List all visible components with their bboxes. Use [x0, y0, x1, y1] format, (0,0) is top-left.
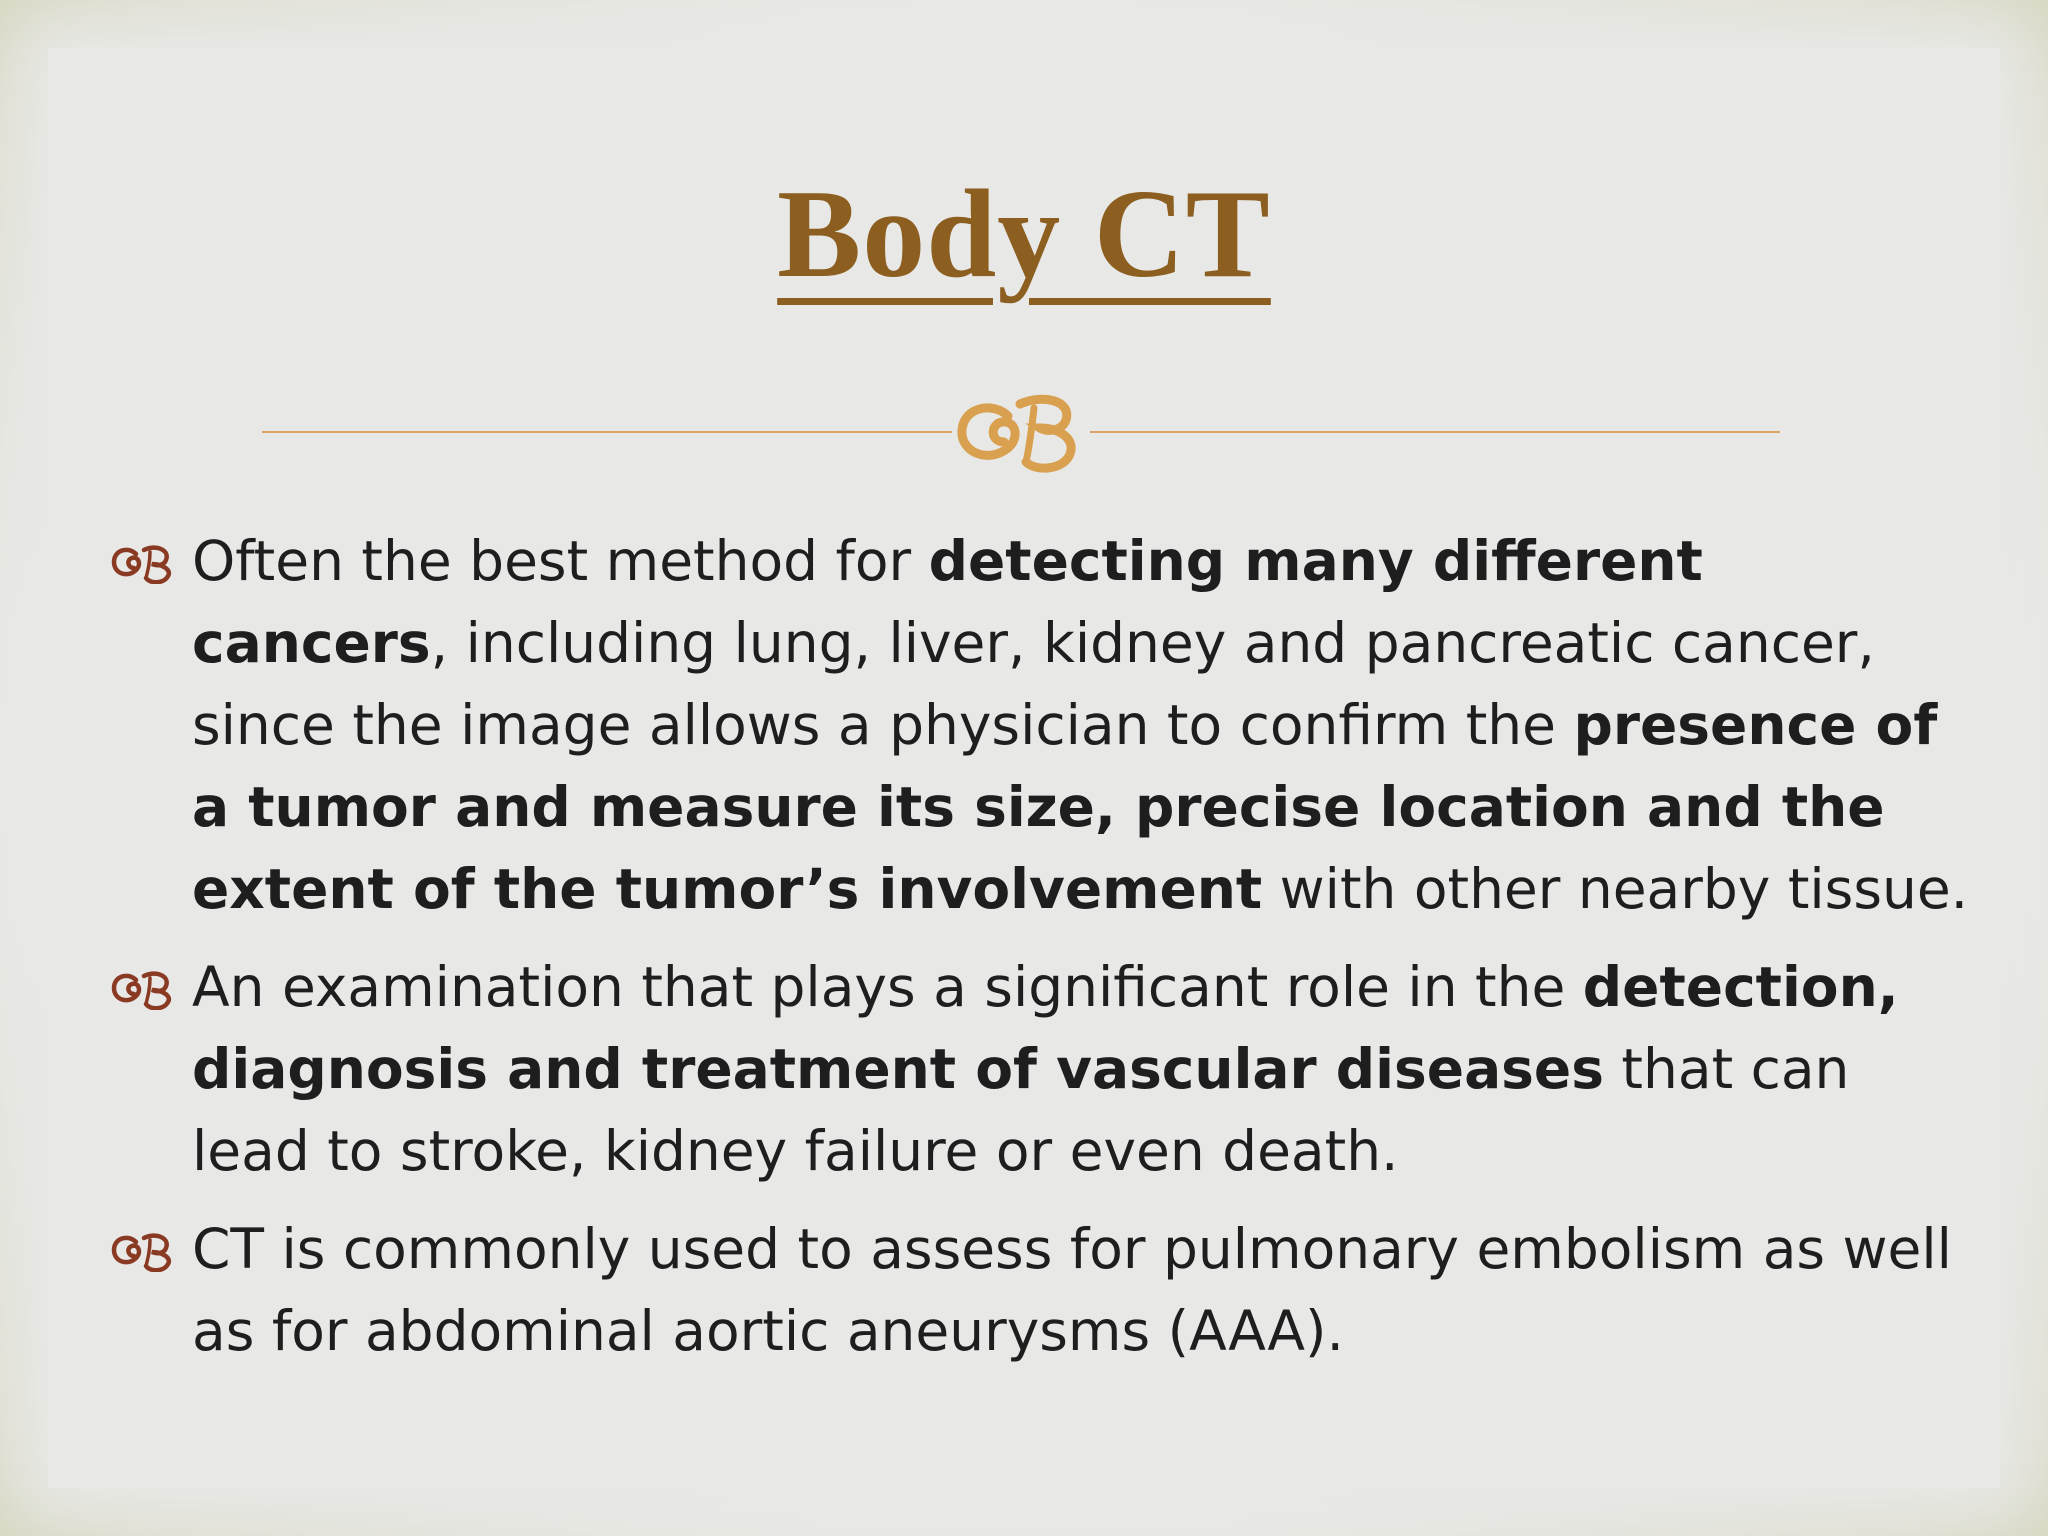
- title-divider-left: [262, 431, 952, 433]
- fleuron-bullet-icon: [110, 542, 176, 584]
- bullet-text: with other nearby tissue.: [1262, 857, 1969, 921]
- bullet-text: , including lung, liver, kidney and pancreatic cancer, since the image allows a physician to confirm the: [192, 611, 1875, 757]
- fleuron-ornament-icon: [950, 386, 1094, 476]
- bullet-text: CT is commonly used to assess for pulmonary embolism as well as for abdominal aortic aneurysms (AAA).: [192, 1217, 1952, 1363]
- bullet-list: [110, 520, 1970, 1388]
- bullet-text-emphasis: presence of a tumor and measure its size, precise location and the extent of the tumor’s involvement: [192, 693, 1938, 921]
- bullet-item: [110, 520, 1970, 930]
- bullet-text-emphasis: detection, diagnosis and treatment of vascular diseases: [192, 955, 1899, 1101]
- bullet-item: [110, 1208, 1970, 1372]
- bullet-text: Often the best method for: [192, 529, 929, 593]
- bullet-text: An examination that plays a significant role in the: [192, 955, 1583, 1019]
- bullet-item: [110, 946, 1970, 1192]
- bullet-text-emphasis: detecting many different cancers: [192, 529, 1703, 675]
- title-divider-right: [1090, 431, 1780, 433]
- fleuron-bullet-icon: [110, 1230, 176, 1272]
- fleuron-bullet-icon: [110, 968, 176, 1010]
- slide-title: Body CT: [777, 165, 1271, 304]
- bullet-text: that can lead to stroke, kidney failure or even death.: [192, 1037, 1850, 1183]
